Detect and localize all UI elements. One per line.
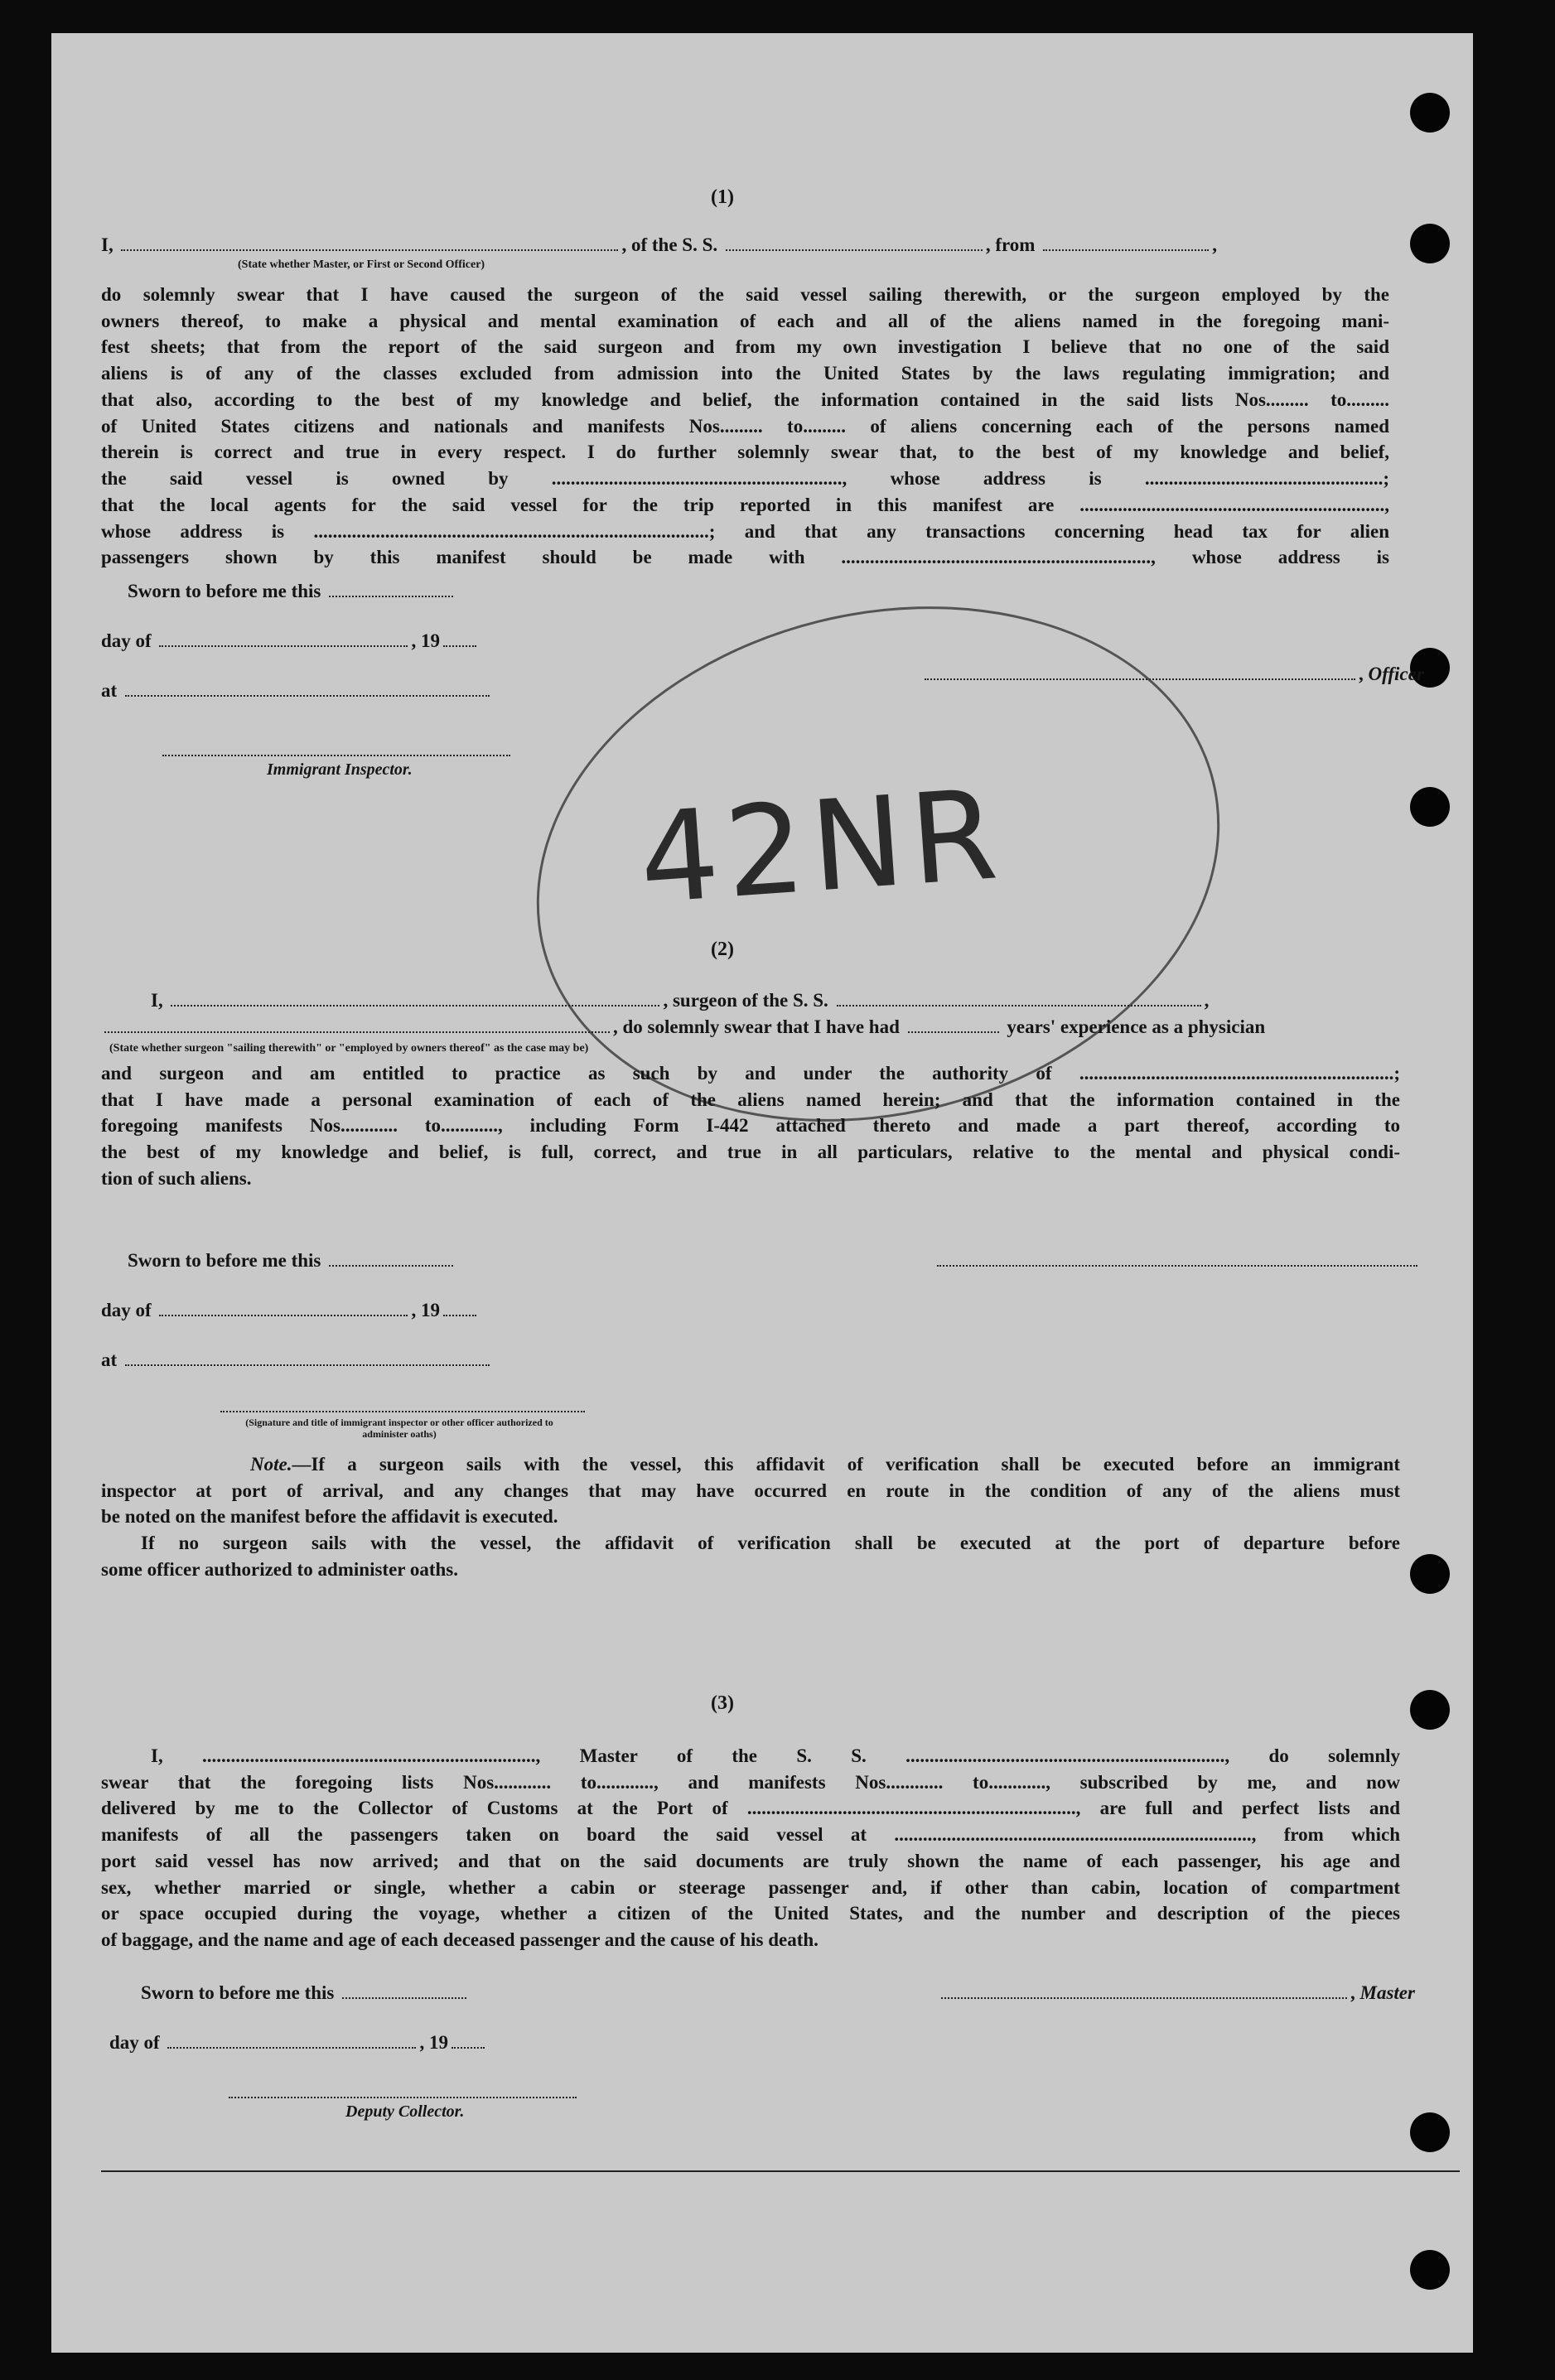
section-2-day-line: day of , 19 [101, 1297, 1344, 1324]
day-of-label: day of [101, 630, 152, 651]
paragraph-line: do solemnly swear that I have caused the surgeon of the said vessel sailing therewith, or the surgeon employed by the [101, 284, 1389, 305]
section-2-header-line: I, , surgeon of the S. S. , [151, 990, 1210, 1011]
bottom-rule [101, 2170, 1460, 2172]
year-label: 19 [420, 630, 440, 651]
paragraph-line: manifests of all the passengers taken on board the said vessel at ..........................................................................., from which [101, 1824, 1400, 1846]
surgeon-signature-blank [937, 1264, 1417, 1267]
document-page [51, 33, 1473, 2353]
paragraph-line: foregoing manifests Nos............ to............, including Form I-442 attached thereto and made a part thereof, according to [101, 1115, 1400, 1137]
sworn-date-blank [342, 1996, 466, 1999]
day-blank [167, 2046, 416, 2049]
section-3-day-line: day of , 19 [109, 2030, 1352, 2056]
surgeon-of-ss-label: surgeon of the S. S. [672, 990, 828, 1011]
paragraph-line: of United States citizens and nationals and manifests Nos......... to......... of aliens concerning each of the persons named [101, 415, 1389, 437]
section-2-number: (2) [711, 939, 734, 960]
master-label: Master [1359, 1982, 1415, 2003]
sworn-label: Sworn to before me this [128, 581, 321, 601]
surgeon-ship-blank [837, 1004, 1201, 1007]
paragraph-line: tion of such aliens. [101, 1167, 252, 1189]
surgeon-signature-line [934, 1248, 1431, 1274]
sworn-label: Sworn to before me this [128, 1250, 321, 1271]
day-blank [159, 644, 408, 647]
inspector2-signature-line [217, 1393, 1460, 1420]
day-blank [159, 1314, 408, 1316]
from-port-blank [1043, 249, 1209, 251]
sworn-label: Sworn to before me this [141, 1982, 335, 2003]
paragraph-line: port said vessel has now arrived; and that on the said documents are truly shown the name of each passenger, his age and [101, 1850, 1400, 1871]
surgeon-name-blank [171, 1004, 659, 1007]
from-label: from [995, 234, 1036, 255]
collector-signature-blank [229, 2096, 577, 2098]
collector-label: Deputy Collector. [345, 2102, 465, 2121]
section-1-day-line: day of , 19 [101, 628, 1344, 654]
day-of-label: day of [109, 2032, 160, 2053]
paragraph-line: that the local agents for the said vessel for the trip reported in this manifest are ................................................................, [101, 494, 1389, 515]
inspector2-signature-blank [220, 1410, 585, 1412]
rank-note: (State whether Master, or First or Second Officer) [238, 258, 485, 271]
affidavit-form [101, 83, 1460, 2320]
paragraph-line: of baggage, and the name and age of each deceased passenger and the cause of his death. [101, 1929, 819, 1951]
officer-line: , Officer [921, 661, 1435, 688]
section-1-sworn-line [128, 578, 1370, 605]
paragraph-line: I, ......................................................................, Master of the S. S. ..................................................................., do solemnly [151, 1745, 1400, 1766]
at-label: at [101, 1349, 118, 1370]
surgeon-status-blank [104, 1031, 610, 1033]
inspector-label: Immigrant Inspector. [267, 760, 413, 779]
day-of-label: day of [101, 1300, 152, 1320]
paragraph-line: or space occupied during the voyage, whether a citizen of the United States, and the number and description of the pieces [101, 1903, 1400, 1924]
section-1-header-line: I, , of the S. S. , from , [101, 234, 1217, 255]
of-ss-label: of the S. S. [630, 234, 718, 255]
paragraph-line: inspector at port of arrival, and any changes that may have occurred en route in the condition of any of the aliens must [101, 1480, 1400, 1501]
paragraph-line: the best of my knowledge and belief, is full, correct, and true in all particulars, relative to the mental and physical condi- [101, 1142, 1400, 1163]
signature-note: (Signature and title of immigrant inspector or other officer authorized to administer oaths) [245, 1417, 553, 1441]
at-label: at [101, 680, 118, 701]
paragraph-line: sex, whether married or single, whether a cabin or steerage passenger and, if other than cabin, location of compartment [101, 1876, 1400, 1898]
paragraph-line: aliens is of any of the classes excluded from admission into the United States by the laws regulating immigration; and [101, 363, 1389, 384]
paragraph-line [101, 1451, 1400, 1478]
inspector-signature-blank [162, 754, 510, 756]
paragraph-line: fest sheets; that from the report of the said surgeon and from my own investigation I believe that no one of the said [101, 336, 1389, 358]
paragraph-line: be noted on the manifest before the affidavit is executed. [101, 1506, 558, 1528]
paragraph-line: some officer authorized to administer oaths. [101, 1558, 458, 1580]
year-label: 19 [428, 2032, 448, 2053]
section-2-I: I, [151, 990, 163, 1011]
sworn-date-blank [329, 595, 453, 597]
section-2-paragraph [101, 1060, 1400, 1192]
paragraph-line: whose address is ...................................................................................; and that any transactions concerning head tax for alien [101, 520, 1389, 542]
paragraph-line: delivered by me to the Collector of Customs at the Port of ....................................................................., are full and perfect lists and [101, 1798, 1400, 1819]
paragraph-line: that also, according to the best of my knowledge and belief, the information contained in the said lists Nos......... to......... [101, 389, 1389, 410]
years-blank [908, 1031, 999, 1033]
year-blank [452, 2046, 485, 2049]
surgeon-sworn-label: do solemnly swear that I have had [622, 1016, 900, 1037]
paragraph-line: and surgeon and am entitled to practice as such by and under the authority of ..................................................................; [101, 1063, 1400, 1084]
surgeon-status-note: (State whether surgeon "sailing therewith" or "employed by owners thereof" as the case may be) [109, 1042, 589, 1055]
paragraph-line: If no surgeon sails with the vessel, the affidavit of verification shall be executed at the port of departure before [141, 1533, 1400, 1554]
master-signature-blank [941, 1996, 1347, 1999]
handwritten-mark: 42NR [635, 762, 1008, 933]
ship-name-blank [726, 249, 983, 251]
note-paragraph [101, 1451, 1400, 1583]
paragraph-line: owners thereof, to make a physical and mental examination of each and all of the aliens named in the foregoing mani- [101, 310, 1389, 331]
sworn-date-blank [329, 1264, 453, 1267]
master-signature-line: , Master [938, 1980, 1435, 2006]
paragraph-line: swear that the foregoing lists Nos............ to............, and manifests Nos............ to............, subscribed by me, and now [101, 1771, 1400, 1793]
paragraph-line: that I have made a personal examination of each of the aliens named herein; and that the information contained in the [101, 1089, 1400, 1110]
year-blank [443, 644, 476, 647]
note-line: —If a surgeon sails with the vessel, this affidavit of verification shall be executed before an immigrant [292, 1454, 1400, 1475]
officer-label: Officer [1368, 664, 1424, 684]
rank-blank [121, 249, 618, 251]
at-place-blank [125, 1364, 490, 1366]
paragraph-line: passengers shown by this manifest should be made with ................................................................., whose address is [101, 547, 1389, 568]
section-1-paragraph [101, 282, 1389, 571]
note-label: Note. [250, 1454, 292, 1475]
section-1-number: (1) [711, 186, 734, 208]
section-3-number: (3) [711, 1692, 734, 1714]
paragraph-line: therein is correct and true in every respect. I do further solemnly swear that, to the best of my knowledge and belief, [101, 442, 1389, 463]
paragraph-line: the said vessel is owned by ............................................................., whose address is ..................................................; [101, 468, 1389, 490]
section-3-paragraph [101, 1743, 1400, 1953]
year-label: 19 [420, 1300, 440, 1320]
year-blank [443, 1314, 476, 1316]
at-place-blank [125, 694, 490, 697]
years-experience-label: years' experience as a physician [1007, 1016, 1266, 1037]
section-1-I: I, [101, 234, 113, 255]
section-2-at-line [101, 1347, 1344, 1373]
section-2-line-2: , do solemnly swear that I have had years' experience as a physician [101, 1014, 1344, 1040]
